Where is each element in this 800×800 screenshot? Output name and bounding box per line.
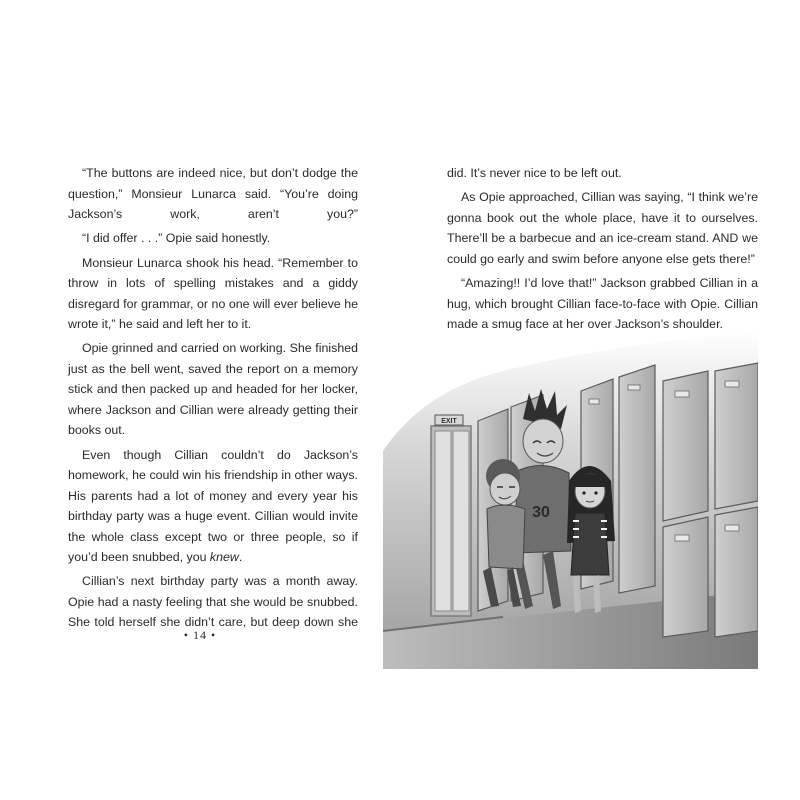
exit-door [431,415,471,616]
paragraph: did. It’s never nice to be left out. [447,166,622,180]
paragraph-tail: . [238,550,243,565]
paragraph: “I did offer . . .” Opie said honestly. [82,231,271,246]
paragraph: Monsieur Lunarca shook his head. “Remember to throw in lots of spelling mistakes and a giddy disregard for grammar, or no one will ever believe he wrote it,” he said and left her to it. [68,255,358,332]
page-number: • 14 • [183,628,217,642]
paragraph-text: Even though Cillian couldn’t do Jackson’s homework, he could win his friendship in other ways. His parents had a lot of money and every year his birthday party was a huge event. Cillian would invite the whole class except two or three people, so if you’d been snubbed, you [68,447,358,565]
paragraph: “The buttons are indeed nice, but don’t dodge the question,” Monsieur Lunarca said. “You’re doing Jackson’s work, aren’t you?” [68,166,358,221]
paragraph: “Amazing!! I’d love that!” Jackson grabbed Cillian in a hug, which brought Cillian face-to-face with Opie. Cillian made a smug face at her over Jackson’s shoulder. [447,276,758,332]
paragraph-with-emphasis [68,445,358,568]
jersey-number: 30 [532,504,550,521]
left-text-column [68,163,358,637]
school-locker-illustration [383,331,758,669]
emphasis-word: knew [209,550,239,565]
right-text-column [447,163,758,338]
paragraph: Cillian’s next birthday party was a month away. Opie had a nasty feeling that she would be snubbed. She told herself she didn’t care, but deep down she [68,574,358,630]
paragraph: As Opie approached, Cillian was saying, “I think we’re gonna book out the whole place, have it to ourselves. There’ll be a barbecue and an ice-cream stand. AND we could go early and swim before anyone else gets there!” [447,190,758,266]
right-page [400,0,800,800]
paragraph: Opie grinned and carried on working. She finished just as the bell went, saved the report on a memory stick and then packed up and headed for her locker, where Jackson and Cillian were already getting their books out. [68,341,358,438]
exit-sign-text: EXIT [441,418,457,425]
